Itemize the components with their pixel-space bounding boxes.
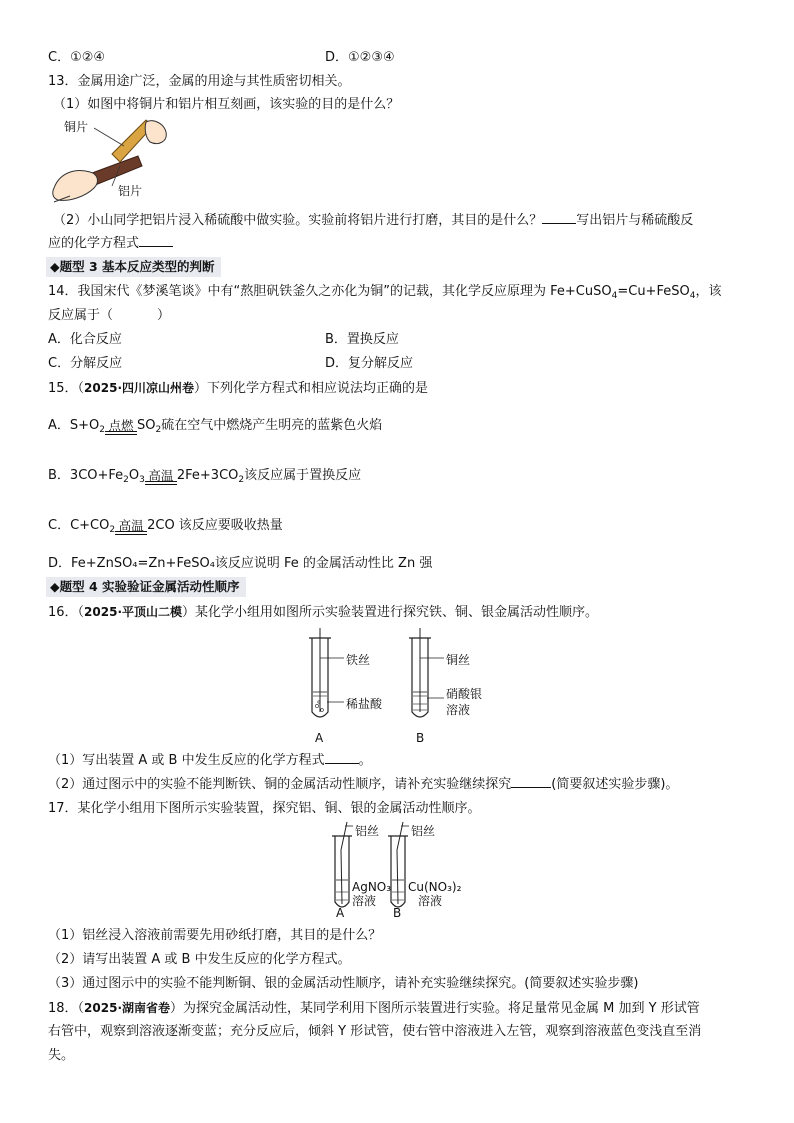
q17-test-tubes-figure — [325, 820, 465, 916]
answer-blank[interactable] — [511, 775, 551, 788]
option-c: C．①②④ — [48, 50, 106, 65]
solution-a-label: 溶液 — [352, 894, 377, 908]
q17-part3: （3）通过图示中的实验不能判断铜、银的金属活动性顺序，请补充实验继续探究。(简要叙述实验步骤) — [48, 976, 639, 991]
q15-option-c[interactable]: C．$C+CO_2$ 高温 2CO 该反应要吸收热量 — [48, 518, 283, 535]
q14-option-b[interactable]: B．置换反应 — [325, 332, 399, 347]
q18-line3: 失。 — [48, 1048, 75, 1063]
q15-option-d[interactable]: D．Fe+ZnSO₄=Zn+FeSO₄该反应说明 Fe 的金属活动性比 Zn 强 — [48, 556, 433, 571]
q14-stem-cont: 反应属于（ ） — [48, 308, 171, 323]
q14-stem: 14．我国宋代《梦溪笔谈》中有“熬胆矾铁釜久之亦化为铜”的记载，其化学反应原理为 Fe+CuSO$_4$=Cu+FeSO$_4$，该 — [48, 284, 722, 301]
tube-a-label: A — [315, 731, 324, 745]
silver-nitrate-label: 硝酸银 — [446, 687, 483, 701]
q14-option-c[interactable]: C．分解反应 — [48, 356, 123, 371]
q13-part2: （2）小山同学把铝片浸入稀硫酸中做实验。实验前将铝片进行打磨，其目的是什么？ 写出铝片与稀硫酸反 — [53, 213, 694, 228]
q13-part2-cont: 应的化学方程式 — [48, 234, 173, 254]
q17-part2: （2）请写出装置 A 或 B 中发生反应的化学方程式。 — [48, 952, 351, 967]
q13-part1: （1）如图中将铜片和铝片相互刻画，该实验的目的是什么？ — [53, 97, 400, 112]
answer-blank[interactable] — [325, 751, 359, 764]
aluminum-plate-label: 铝片 — [118, 184, 143, 198]
q16-stem: 16．（2025·平顶山二模）某化学小组用如图所示实验装置进行探究铁、铜、银金属活动性顺序。 — [48, 605, 599, 620]
tube-b-label: B — [416, 731, 425, 745]
copper-plate-label: 铜片 — [64, 120, 89, 134]
q17-stem: 17．某化学小组用下图所示实验装置，探究铝、铜、银的金属活动性顺序。 — [48, 801, 481, 816]
q15-option-a[interactable]: A．$S+O_2$ 点燃 $SO_2$硫在空气中燃烧产生明亮的蓝紫色火焰 — [48, 418, 383, 435]
tube-b-label-17: B — [393, 906, 402, 920]
q18-line2: 右管中，观察到溶液逐渐变蓝；充分反应后，倾斜 Y 形试管，使右管中溶液进入左管，观察到溶液蓝色变浅直至消 — [48, 1024, 702, 1039]
section-header-4: ◆题型 4 实验验证金属活动性顺序 — [46, 577, 246, 597]
answer-blank[interactable] — [542, 211, 576, 224]
q16-part1: （1）写出装置 A 或 B 中发生反应的化学方程式 。 — [48, 753, 372, 768]
al-wire-label-a: 铝丝 — [355, 824, 380, 838]
agno3-label: AgNO₃ — [352, 880, 392, 894]
q14-option-a[interactable]: A．化合反应 — [48, 332, 122, 347]
q15-stem: 15．（2025·四川凉山州卷）下列化学方程式和相应说法均正确的是 — [48, 381, 429, 396]
iron-wire-label: 铁丝 — [346, 653, 371, 667]
q15-option-b[interactable]: B．$3CO+Fe_2O_3$ 高温 $2Fe+3CO_2$该反应属于置换反应 — [48, 468, 362, 485]
hcl-label: 稀盐酸 — [346, 697, 383, 711]
cuno3-label: Cu(NO₃)₂ — [408, 880, 462, 894]
q13-stem: 13．金属用途广泛，金属的用途与其性质密切相关。 — [48, 74, 351, 89]
q14-option-d[interactable]: D．复分解反应 — [325, 356, 414, 371]
tube-a-label-17: A — [336, 906, 345, 920]
answer-blank[interactable] — [139, 234, 173, 247]
q16-part2: （2）通过图示中的实验不能判断铁、铜的金属活动性顺序，请补充实验继续探究 (简要叙述实验步骤)。 — [48, 777, 679, 792]
q18-stem: 18．（2025·湖南省卷）为探究金属活动性，某同学利用下图所示装置进行实验。将足量常见金属 M 加到 Y 形试管 — [48, 1001, 700, 1016]
option-d: D．①②③④ — [325, 50, 395, 65]
copper-wire-label: 铜丝 — [446, 653, 471, 667]
q17-part1: （1）铝丝浸入溶液前需要先用砂纸打磨，其目的是什么？ — [48, 928, 382, 943]
al-wire-label-b: 铝丝 — [411, 824, 436, 838]
section-header-3: ◆题型 3 基本反应类型的判断 — [46, 257, 221, 277]
solution-label: 溶液 — [446, 703, 471, 717]
solution-b-label: 溶液 — [418, 894, 443, 908]
